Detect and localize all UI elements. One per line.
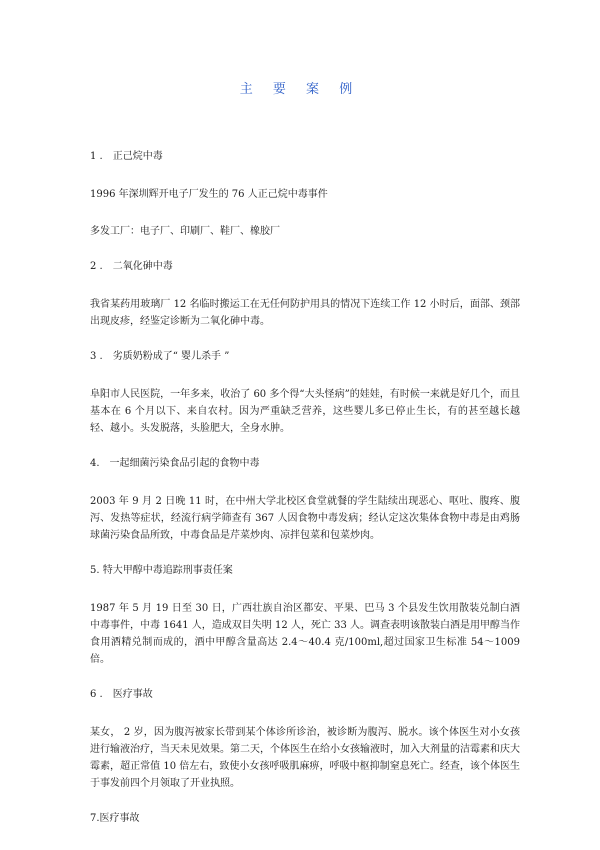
case-paragraph-5: 1987 年 5 月 19 日至 30 日，广西壮族自治区都安、平果、巴马 3 个县发生饮用散装兑制白酒中毒事件，中毒 1641 人，造成双目失明 12 人，死亡 33 人。调查表明该散装白酒是用甲醇当作食用酒精兑制而成的，酒中甲醇含量高达 2.4～40.4 克/100ml,超过国家卫生标准 54～1009 倍。 bbox=[90, 603, 520, 665]
case-paragraph-6: 某女， 2 岁，因为腹泻被家长带到某个体诊所诊治，被诊断为腹泻、脱水。该个体医生对小女孩进行输液治疗，当天未见效果。第二天，个体医生在给小女孩输液时，加入大剂量的洁霉素和庆大霉素，超正常值 10 倍左右，致使小女孩呼吸肌麻痹，呼吸中枢抑制窒息死亡。经查，该个体医生于事发前四个月领取了开业执照。 bbox=[90, 727, 520, 789]
case-heading-4: 4. 一起细菌污染食品引起的食物中毒 bbox=[90, 458, 260, 469]
case-paragraph-3: 阜阳市人民医院，一年多来，收治了 60 多个得“大头怪病”的娃娃，有时候一来就是好几个，而且基本在 6 个月以下、来自农村。因为严重缺乏营养，这些婴儿多已停止生长，有的甚至越长越轻、越小。头发脱落，头脸肥大，全身水肿。 bbox=[90, 389, 520, 434]
case-paragraph-4: 2003 年 9 月 2 日晚 11 时，在中州大学北校区食堂就餐的学生陆续出现恶心、呕吐、腹疼、腹泻、发热等症状，经流行病学筛查有 367 人因食物中毒发病；经认定这次集体食物中毒是由鸡肠球菌污染食品所致，中毒食品是芹菜炒肉、凉拌包菜和包菜炒肉。 bbox=[90, 496, 520, 541]
case-paragraph-1b: 多发工厂：电子厂、印刷厂、鞋厂、橡胶厂 bbox=[90, 226, 280, 237]
case-heading-3: 3 . 劣质奶粉成了“ 婴儿杀手 ” bbox=[90, 351, 230, 362]
case-heading-1: 1 . 正己烷中毒 bbox=[90, 151, 163, 162]
case-heading-6: 6 . 医疗事故 bbox=[90, 689, 153, 700]
case-heading-2: 2 . 二氧化砷中毒 bbox=[90, 261, 173, 272]
case-heading-5: 5. 特大甲醇中毒追踪刑事责任案 bbox=[90, 565, 233, 576]
page-title: 主 要 案 例 bbox=[239, 82, 361, 97]
case-paragraph-1a: 1996 年深圳辉开电子厂发生的 76 人正己烷中毒事件 bbox=[90, 189, 328, 200]
case-heading-7: 7.医疗事故 bbox=[90, 813, 140, 824]
case-list bbox=[90, 150, 520, 848]
case-paragraph-2: 我省某药用玻璃厂 12 名临时搬运工在无任何防护用具的情况下连续工作 12 小时后，面部、颈部出现皮疹，经鉴定诊断为二氧化砷中毒。 bbox=[90, 299, 520, 327]
